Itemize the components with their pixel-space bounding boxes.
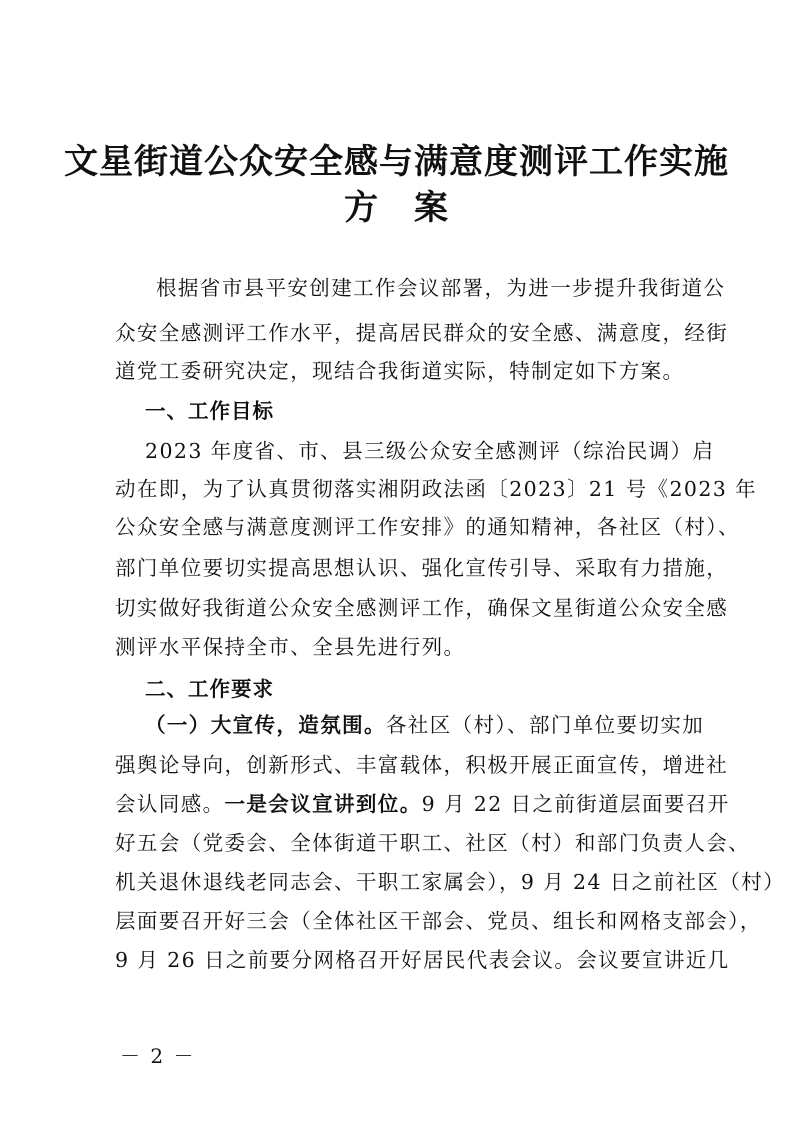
- section-1-line-6: 测评水平保持全市、全县先进行列。: [115, 635, 466, 659]
- page-number: － 2 －: [120, 1044, 196, 1068]
- intro-line-1: 根据省市县平安创建工作会议部署，为进一步提升我街道公: [156, 276, 726, 300]
- intro-line-2: 众安全感测评工作水平，提高居民群众的安全感、满意度，经街: [115, 321, 729, 345]
- subsection-1-text: 各社区（村）、部门单位要切实加: [385, 713, 705, 737]
- intro-line-3: 道党工委研究决定，现结合我街道实际，特制定如下方案。: [115, 359, 685, 383]
- section-2-heading: 二、工作要求: [145, 677, 274, 701]
- subsection-1-title: （一）大宣传，造氛围。: [145, 713, 386, 737]
- section-1-line-2: 动在即，为了认真贯彻落实湘阴政法函〔2023〕21 号《2023 年: [115, 477, 758, 501]
- section-1-line-1: 2023 年度省、市、县三级公众安全感测评（综治民调）启: [145, 439, 715, 463]
- section-1-line-5: 切实做好我街道公众安全感测评工作，确保文星街道公众安全感: [115, 596, 729, 620]
- document-title-line-2: 方 案: [344, 188, 449, 228]
- section-1-line-4: 部门单位要切实提高思想认识、强化宣传引导、采取有力措施，: [115, 556, 729, 580]
- s2-line3-pre: 会认同感。: [115, 792, 225, 816]
- section-2-line-7: 9 月 26 日之前要分网格召开好居民代表会议。会议要宣讲近几: [115, 948, 730, 972]
- section-1-heading: 一、工作目标: [145, 399, 274, 423]
- section-2-line-5: 机关退休退线老同志会、干职工家属会），9 月 24 日之前社区（村）: [115, 870, 786, 894]
- section-2-line-6: 层面要召开好三会（全体社区干部会、党员、组长和网格支部会），: [115, 909, 762, 933]
- section-2-line-2: 强舆论导向，创新形式、丰富载体，积极开展正面宣传，增进社: [115, 753, 729, 777]
- s2-line3-post: 9 月 22 日之前街道层面要召开: [421, 792, 730, 816]
- section-2-line-4: 好五会（党委会、全体街道干职工、社区（村）和部门负责人会、: [115, 831, 751, 855]
- section-2-line-1: [115, 710, 715, 740]
- section-2-line-3: [115, 789, 730, 819]
- s2-line3-bold: 一是会议宣讲到位。: [224, 792, 422, 816]
- section-1-line-3: 公众安全感与满意度测评工作安排》的通知精神，各社区（村）、: [115, 515, 740, 539]
- document-title-line-1: 文星街道公众安全感与满意度测评工作实施: [64, 142, 729, 182]
